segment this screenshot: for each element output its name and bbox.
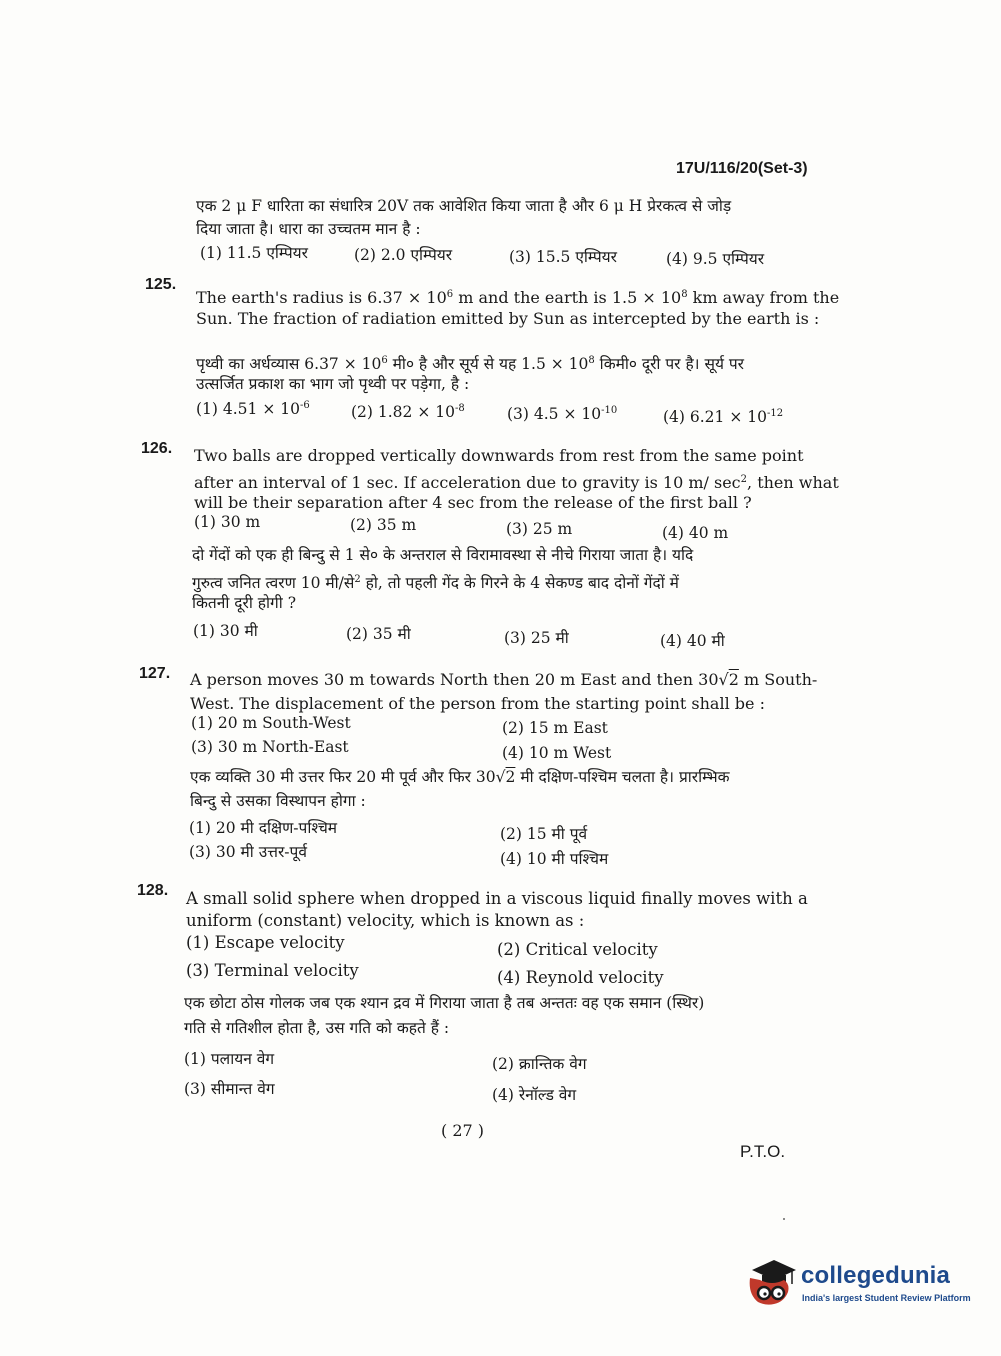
q126-hi-option-3: (3) 25 मी (504, 629, 569, 647)
q126-en-line2: after an interval of 1 sec. If acceleration due to gravity is 10 m/ $\sec^2$, then what (194, 473, 839, 492)
q127-en-line1: A person moves 30 m towards North then 20 m East and then 30√2 m South- (190, 670, 818, 689)
q128-hi-option-4: (4) रेनॉल्ड वेग (492, 1086, 577, 1104)
q126-hi-line1: दो गेंदों को एक ही बिन्दु से 1 से० के अन्तराल से विरामावस्था से नीचे गिराया जाता है। यदि (192, 546, 694, 564)
q124-hindi-line2: दिया जाता है। धारा का उच्चतम मान है : (196, 220, 421, 238)
q126-en-line3: will be their separation after 4 sec from the release of the first ball ? (194, 493, 752, 512)
q126-hi-option-4: (4) 40 मी (660, 632, 725, 650)
q128-hi-option-3: (3) सीमान्त वेग (184, 1080, 275, 1098)
q124-option-4: (4) 9.5 एम्पियर (666, 250, 765, 268)
q126-option-1: (1) 30 m (194, 513, 261, 531)
q126-option-3: (3) 25 m (506, 520, 573, 538)
q127-hi-option-1: (1) 20 मी दक्षिण-पश्चिम (189, 819, 338, 837)
q126-hi-line2: गुरुत्व जनित त्वरण 10 मी/से$^2$ हो, तो पहली गेंद के गिरने के 4 सेकण्ड बाद दोनों गेंदों में (192, 574, 679, 592)
q127-hi-option-4: (4) 10 मी पश्चिम (500, 850, 609, 868)
q125-en-line1: The earth's radius is $6.37 \times 10^6$ m and the earth is $1.5 \times 10^8$ km away from the (196, 288, 840, 307)
q128-en-line2: uniform (constant) velocity, which is known as : (186, 911, 585, 930)
question-number: 126. (141, 440, 173, 457)
q125-en-line2: Sun. The fraction of radiation emitted by Sun as intercepted by the earth is : (196, 309, 820, 328)
q125-option-4: (4) $6.21 \times 10^{-12}$ (663, 408, 784, 426)
q128-hi-line2: गति से गतिशील होता है, उस गति को कहते हैं : (184, 1019, 450, 1037)
q127-option-4: (4) 10 m West (502, 744, 612, 762)
q128-hi-option-2: (2) क्रान्तिक वेग (492, 1055, 587, 1073)
question-number: 127. (139, 665, 171, 682)
q127-hi-line1: एक व्यक्ति 30 मी उत्तर फिर 20 मी पूर्व और फिर 30√2 मी दक्षिण-पश्चिम चलता है। प्रारम्भिक (190, 768, 730, 786)
q125-option-1: (1) $4.51 \times 10^{-6}$ (196, 400, 310, 418)
mascot-icon (744, 1248, 800, 1318)
q125-hi-line1: पृथ्वी का अर्धव्यास $6.37 \times 10^6$ मी० है और सूर्य से यह $1.5 \times 10^8$ किमी० दूरी पर है। सूर्य पर (196, 355, 745, 373)
q126-hi-line3: कितनी दूरी होगी ? (192, 594, 297, 612)
q126-option-2: (2) 35 m (350, 516, 417, 534)
q128-option-3: (3) Terminal velocity (186, 961, 359, 980)
q128-hi-option-1: (1) पलायन वेग (184, 1050, 275, 1068)
q126-hi-option-2: (2) 35 मी (346, 625, 411, 643)
pto-label: P.T.O. (740, 1142, 786, 1161)
q126-option-4: (4) 40 m (662, 524, 729, 542)
q128-en-line1: A small solid sphere when dropped in a viscous liquid finally moves with a (186, 889, 808, 908)
q128-option-1: (1) Escape velocity (186, 933, 345, 952)
collegedunia-logo (744, 1248, 974, 1318)
q127-hi-option-3: (3) 30 मी उत्तर-पूर्व (189, 843, 307, 861)
question-number: 128. (137, 882, 169, 899)
question-number: 125. (145, 276, 177, 293)
scan-speck (783, 1218, 785, 1220)
q125-hi-line2: उत्सर्जित प्रकाश का भाग जो पृथ्वी पर पड़ेगा, है : (196, 375, 470, 393)
q127-option-2: (2) 15 m East (502, 719, 608, 737)
paper-code: 17U/116/20(Set-3) (676, 160, 808, 177)
q127-hi-line2: बिन्दु से उसका विस्थापन होगा : (190, 792, 366, 810)
q127-en-line2: West. The displacement of the person from the starting point shall be : (190, 694, 765, 713)
q128-hi-line1: एक छोटा ठोस गोलक जब एक श्यान द्रव में गिराया जाता है तब अन्ततः वह एक समान (स्थिर) (184, 994, 705, 1012)
q124-option-2: (2) 2.0 एम्पियर (354, 246, 453, 264)
q127-option-1: (1) 20 m South-West (191, 714, 351, 732)
q126-en-line1: Two balls are dropped vertically downwards from rest from the same point (194, 446, 804, 465)
q128-option-2: (2) Critical velocity (497, 940, 658, 959)
page-number: ( 27 ) (441, 1121, 485, 1140)
logo-tagline: India's largest Student Review Platform (802, 1293, 971, 1303)
logo-wordmark: collegedunia (801, 1262, 951, 1289)
q124-hindi-line1: एक 2 μ F धारिता का संधारित्र 20V तक आवेशित किया जाता है और 6 μ H प्रेरकत्व से जोड़ (196, 197, 732, 215)
q127-hi-option-2: (2) 15 मी पूर्व (500, 825, 588, 843)
q126-hi-option-1: (1) 30 मी (193, 622, 258, 640)
q125-option-3: (3) $4.5 \times 10^{-10}$ (507, 405, 618, 423)
q125-option-2: (2) $1.82 \times 10^{-8}$ (351, 403, 465, 421)
q124-option-3: (3) 15.5 एम्पियर (509, 248, 617, 266)
q128-option-4: (4) Reynold velocity (497, 968, 664, 987)
q124-option-1: (1) 11.5 एम्पियर (200, 244, 308, 262)
q127-option-3: (3) 30 m North-East (191, 738, 349, 756)
